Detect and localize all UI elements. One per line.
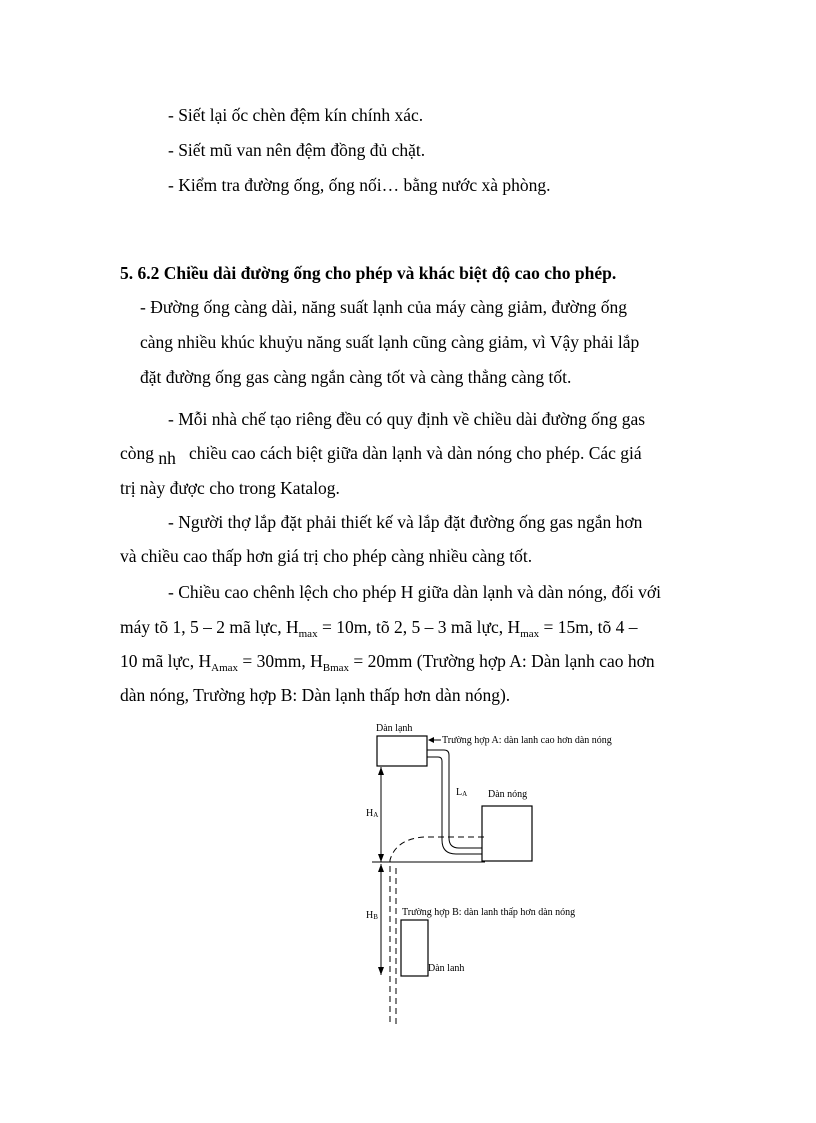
para4-l3-part-a: 10 mã lực, H [120, 651, 212, 671]
para3-line2: và chiều cao thấp hơn giá trị cho phép càng nhiều càng tốt. [120, 546, 533, 566]
label-case-a: Trường hợp A: dàn lanh cao hơn dàn nóng [442, 735, 612, 746]
label-la: LA [456, 787, 468, 798]
para2-fragment: nh [158, 448, 176, 468]
para1-line1 [140, 296, 696, 318]
label-indoor-top: Dàn lạnh [376, 723, 413, 734]
para4-line2 [120, 616, 637, 638]
label-hb: HB [366, 910, 378, 921]
bullet-3: - Kiểm tra đường ống, ống nối… bằng nước xà phòng. [168, 175, 551, 195]
para2-line3: trị này được cho trong Katalog. [120, 478, 340, 498]
para2-line2-rest: chiều cao cách biệt giữa dàn lạnh và dàn nóng cho phép. Các giá [189, 443, 642, 463]
hb-arrow-top [378, 864, 384, 872]
para4-l3-part-c: = 20mm (Trường hợp A: Dàn lạnh cao hơn [349, 651, 655, 671]
para1-line1-text: - Đường ống càng dài, năng suất lạnh của máy càng giảm, đường ống [140, 297, 628, 317]
para2-word: còng [120, 443, 155, 463]
para4-line1: - Chiều cao chênh lệch cho phép H giữa dàn lạnh và dàn nóng, đối với [168, 582, 662, 602]
indoor-unit-top [377, 736, 427, 766]
indoor-unit-bottom [401, 920, 428, 976]
subscript-max-1: max [298, 628, 318, 640]
para3-line1: - Người thợ lắp đặt phải thiết kế và lắp đặt đường ống gas ngắn hơn [168, 512, 643, 532]
hb-arrow-bottom [378, 967, 384, 975]
para1-line2: càng nhiều khúc khuỷu năng suất lạnh cũng càng giảm, vì Vậy phải lắp [140, 332, 640, 352]
subscript-bmax: Bmax [322, 662, 350, 674]
ha-arrow-top [378, 767, 384, 775]
pipe-la-inner [427, 757, 482, 854]
para1-line3: đặt đường ống gas càng ngắn càng tốt và càng thẳng càng tốt. [140, 367, 572, 387]
para4-l2-part-c: = 15m, tõ 4 – [539, 617, 638, 637]
para2-line1: - Mỗi nhà chế tạo riêng đều có quy định về chiều dài đường ống gas [168, 409, 646, 429]
pipe-lb-dashed-outer [390, 837, 484, 1024]
section-heading: 5. 6.2 Chiều dài đường ống cho phép và khác biệt độ cao cho phép. [120, 263, 617, 283]
para4-l3-part-b: = 30mm, H [238, 651, 323, 671]
subscript-max-2: max [520, 628, 540, 640]
label-indoor-bottom: Dàn lanh [428, 963, 465, 974]
para4-line4: dàn nóng, Trường hợp B: Dàn lạnh thấp hơn dàn nóng). [120, 685, 511, 705]
pipe-la-outer [427, 750, 482, 848]
para4-l2-part-b: = 10m, tõ 2, 5 – 3 mã lực, H [317, 617, 521, 637]
bullet-2: - Siết mũ van nên đệm đồng đủ chặt. [168, 140, 426, 160]
label-outdoor: Dàn nóng [488, 789, 528, 800]
para4-l2-part-a: máy tõ 1, 5 – 2 mã lực, H [120, 617, 299, 637]
outdoor-unit [482, 806, 532, 861]
case-a-arrowhead [428, 737, 434, 743]
label-case-b: Trường hợp B: dàn lanh thấp hơn dàn nóng [402, 907, 576, 918]
para2-line2 [120, 442, 642, 468]
label-ha: HA [366, 808, 379, 819]
bullet-1: - Siết lại ốc chèn đệm kín chính xác. [168, 105, 424, 125]
ha-arrow-bottom [378, 854, 384, 862]
subscript-amax: Amax [211, 662, 239, 674]
para4-line3 [120, 650, 655, 672]
